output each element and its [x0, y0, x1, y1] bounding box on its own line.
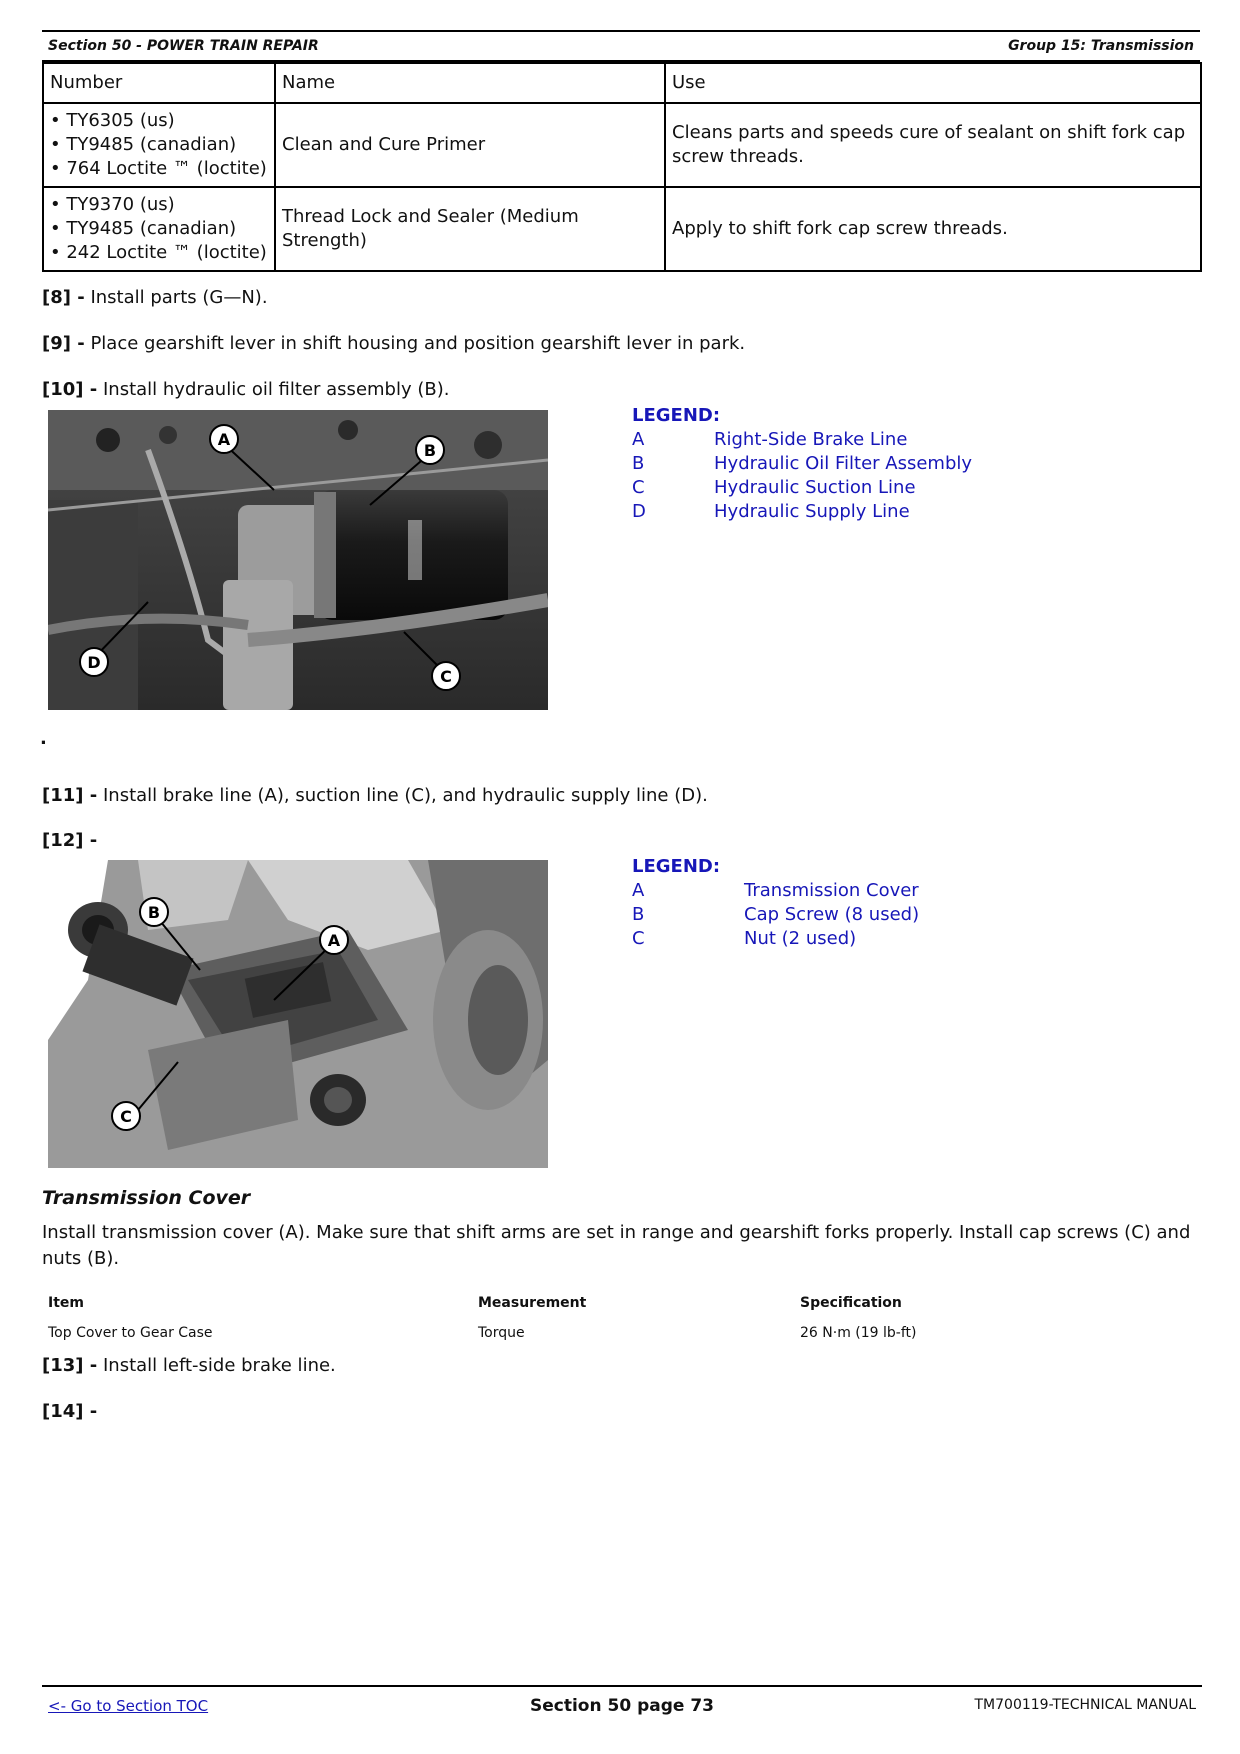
legend-item: A Transmission Cover: [632, 880, 919, 901]
part-number: • 764 Loctite ™ (loctite): [50, 158, 267, 179]
legend-cover: [632, 855, 919, 951]
part-number: • 242 Loctite ™ (loctite): [50, 242, 267, 263]
svg-text:B: B: [147, 903, 161, 922]
transmission-cover-figure: [48, 860, 548, 1168]
step-13: [42, 1355, 336, 1376]
column-header: Measurement: [478, 1295, 587, 1311]
table-header-row: [43, 63, 1201, 103]
step-number: [9] -: [42, 333, 85, 354]
step-number: [10] -: [42, 379, 98, 400]
instruction-paragraph: Install transmission cover (A). Make sure that shift arms are set in range and gearshift forks properly. Install cap screws (C) and nuts (B).: [42, 1222, 1191, 1269]
step-10: [42, 379, 449, 400]
step-number: [12] -: [42, 830, 98, 851]
legend-item: A Right-Side Brake Line: [632, 429, 908, 450]
column-header: Item: [48, 1295, 84, 1311]
page-header: [42, 30, 1200, 62]
use-cell: Apply to shift fork cap screw threads.: [665, 187, 1201, 271]
step-text: Install left-side brake line.: [97, 1355, 336, 1376]
step-14: [42, 1401, 97, 1422]
step-8: [42, 287, 268, 308]
svg-text:B: B: [423, 441, 437, 460]
part-number: • TY9485 (canadian): [50, 134, 237, 155]
legend-filter: [632, 404, 972, 524]
legend-item: C Nut (2 used): [632, 928, 857, 949]
table-row: [43, 187, 1201, 271]
legend-item: B Hydraulic Oil Filter Assembly: [632, 453, 973, 474]
svg-text:C: C: [440, 667, 452, 686]
svg-text:D: D: [87, 653, 101, 672]
hydraulic-filter-figure: [48, 410, 548, 710]
table-cell: Torque: [478, 1325, 525, 1341]
stray-mark: .: [40, 728, 47, 749]
table-cell: 26 N·m (19 lb-ft): [800, 1325, 917, 1341]
name-cell: Thread Lock and Sealer (Medium Strength): [275, 187, 665, 271]
legend-item: B Cap Screw (8 used): [632, 904, 920, 925]
step-number: [11] -: [42, 785, 98, 806]
legend-title: LEGEND:: [632, 405, 721, 426]
part-numbers-cell: [43, 187, 275, 271]
step-text: Install brake line (A), suction line (C), and hydraulic supply line (D).: [97, 785, 708, 806]
part-number: • TY6305 (us): [50, 110, 175, 131]
legend-item: C Hydraulic Suction Line: [632, 477, 916, 498]
part-numbers-cell: [43, 103, 275, 187]
table-header-row: [42, 1288, 1042, 1318]
step-number: [8] -: [42, 287, 85, 308]
page-footer: [42, 1685, 1202, 1721]
table-row: [42, 1318, 1042, 1348]
step-number: [13] -: [42, 1355, 98, 1376]
table-cell: Top Cover to Gear Case: [48, 1325, 213, 1341]
column-header: Specification: [800, 1295, 902, 1311]
svg-text:C: C: [120, 1107, 132, 1126]
group-title: Group 15: Transmission: [1008, 38, 1194, 54]
page-number: Section 50 page 73: [530, 1696, 714, 1716]
svg-text:A: A: [217, 430, 231, 449]
legend-item: D Hydraulic Supply Line: [632, 501, 910, 522]
section-title: Section 50 - POWER TRAIN REPAIR: [48, 38, 319, 54]
table-row: [43, 103, 1201, 187]
step-text: Place gearshift lever in shift housing and position gearshift lever in park.: [84, 333, 746, 354]
section-heading: Transmission Cover: [42, 1187, 251, 1209]
column-header: Number: [43, 63, 275, 103]
step-text: Install hydraulic oil filter assembly (B).: [97, 379, 450, 400]
step-number: [14] -: [42, 1401, 98, 1422]
column-header: Name: [275, 63, 665, 103]
legend-title: LEGEND:: [632, 856, 721, 877]
svg-text:A: A: [327, 931, 341, 950]
part-number: • TY9370 (us): [50, 194, 175, 215]
spec-table: [42, 1288, 1042, 1348]
part-number: • TY9485 (canadian): [50, 218, 237, 239]
step-text: Install parts (G—N).: [84, 287, 268, 308]
use-cell: Cleans parts and speeds cure of sealant on shift fork cap screw threads.: [665, 103, 1201, 187]
step-9: [42, 333, 745, 354]
step-11: [42, 785, 708, 806]
name-cell: Clean and Cure Primer: [275, 103, 665, 187]
section-toc-link[interactable]: <- Go to Section TOC: [48, 1697, 209, 1715]
step-12: [42, 830, 97, 851]
column-header: Use: [665, 63, 1201, 103]
manual-id: TM700119-TECHNICAL MANUAL: [974, 1697, 1196, 1713]
consumables-table: [42, 62, 1202, 272]
